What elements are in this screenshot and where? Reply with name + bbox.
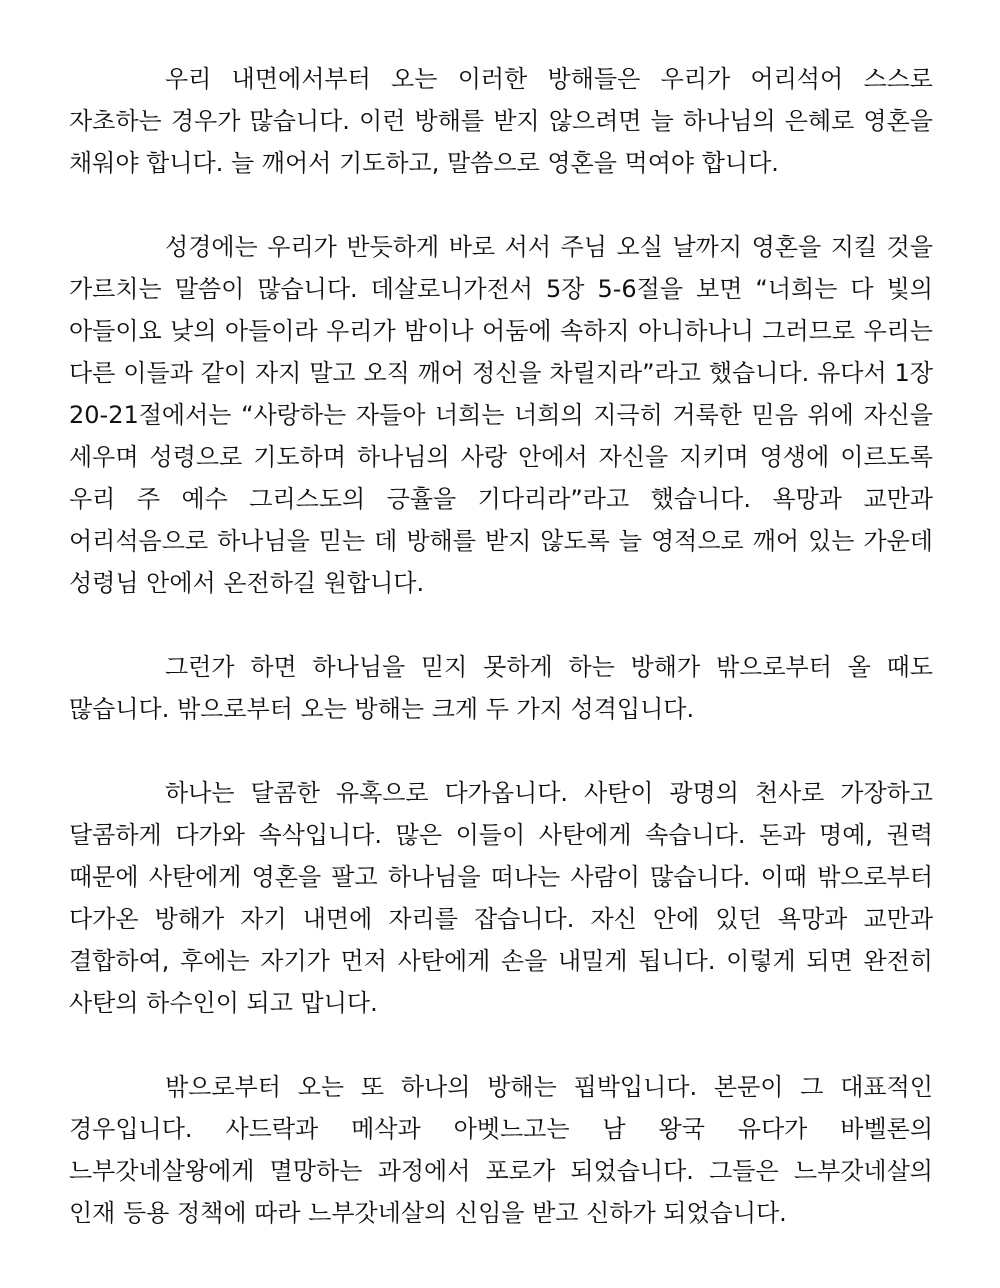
paragraph-5: 밖으로부터 오는 또 하나의 방해는 핍박입니다. 본문이 그 대표적인 경우입니다. 사드락과 메삭과 아벳느고는 남 왕국 유다가 바벨론의 느부갓네살왕에게 멸망하는 과정에서 포로가 되었습니다. 그들은 느부갓네살의 인재 등용 정책에 따라 느부갓네살의 신임을 받고 신하가 되었습니다. [69, 1073, 933, 1227]
paragraph-1: 우리 내면에서부터 오는 이러한 방해들은 우리가 어리석어 스스로 자초하는 경우가 많습니다. 이런 방해를 받지 않으려면 늘 하나님의 은혜로 영혼을 채워야 합니다. 늘 깨어서 기도하고, 말씀으로 영혼을 먹여야 합니다. [69, 65, 933, 177]
document-page [69, 58, 933, 1234]
paragraph-3: 그런가 하면 하나님을 믿지 못하게 하는 방해가 밖으로부터 올 때도 많습니다. 밖으로부터 오는 방해는 크게 두 가지 성격입니다. [69, 653, 933, 723]
paragraph-2: 성경에는 우리가 반듯하게 바로 서서 주님 오실 날까지 영혼을 지킬 것을 가르치는 말씀이 많습니다. 데살로니가전서 5장 5-6절을 보면 “너희는 다 빛의 아들이요 낮의 아들이라 우리가 밤이나 어둠에 속하지 아니하나니 그러므로 우리는 다른 이들과 같이 자지 말고 오직 깨어 정신을 차릴지라”라고 했습니다. 유다서 1장 20-21절에서는 “사랑하는 자들아 너희는 너희의 지극히 거룩한 믿음 위에 자신을 세우며 성령으로 기도하며 하나님의 사랑 안에서 자신을 지키며 영생에 이르도록 우리 주 예수 그리스도의 긍휼을 기다리라”라고 했습니다. 욕망과 교만과 어리석음으로 하나님을 믿는 데 방해를 받지 않도록 늘 영적으로 깨어 있는 가운데 성령님 안에서 온전하길 원합니다. [69, 233, 933, 597]
paragraph-4: 하나는 달콤한 유혹으로 다가옵니다. 사탄이 광명의 천사로 가장하고 달콤하게 다가와 속삭입니다. 많은 이들이 사탄에게 속습니다. 돈과 명예, 권력 때문에 사탄에게 영혼을 팔고 하나님을 떠나는 사람이 많습니다. 이때 밖으로부터 다가온 방해가 자기 내면에 자리를 잡습니다. 자신 안에 있던 욕망과 교만과 결합하여, 후에는 자기가 먼저 사탄에게 손을 내밀게 됩니다. 이렇게 되면 완전히 사탄의 하수인이 되고 맙니다. [69, 779, 933, 1017]
